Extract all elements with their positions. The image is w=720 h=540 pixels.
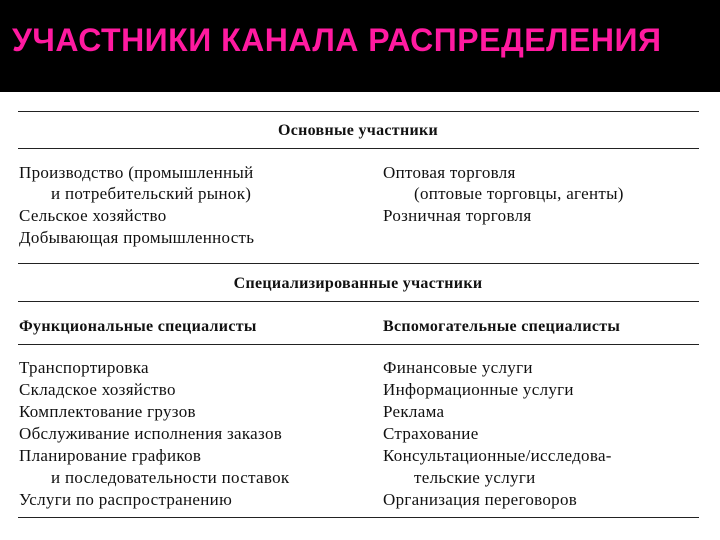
table-bottom-rule xyxy=(18,517,699,518)
basic-left-item: Сельское хозяйство xyxy=(19,206,167,225)
basic-heading: Основные участники xyxy=(277,122,439,139)
specialized-heading: Специализированные участники xyxy=(233,275,483,292)
functional-item: Планирование графиков xyxy=(19,446,202,465)
basic-right-item: (оптовые торговцы, агенты) xyxy=(414,184,624,203)
functional-item: и последовательности поставок xyxy=(51,468,290,487)
basic-left-item: и потребительский рынок) xyxy=(51,184,252,203)
functional-item: Комплектование грузов xyxy=(19,402,196,421)
auxiliary-item: Реклама xyxy=(383,402,445,421)
auxiliary-heading: Вспомогательные специалисты xyxy=(383,318,621,335)
auxiliary-item: Финансовые услуги xyxy=(383,358,533,377)
functional-item: Обслуживание исполнения заказов xyxy=(19,424,283,443)
basic-left-item: Добывающая промышленность xyxy=(19,228,255,247)
functional-item: Транспортировка xyxy=(19,358,149,377)
specialized-heading-rule xyxy=(18,301,699,302)
auxiliary-item: Информационные услуги xyxy=(383,380,574,399)
basic-left-item: Производство (промышленный xyxy=(19,163,254,182)
auxiliary-item: Консультационные/исследова- xyxy=(383,446,612,465)
functional-item: Складское хозяйство xyxy=(19,380,176,399)
column-heading-rule xyxy=(18,344,699,345)
section-rule xyxy=(18,263,699,264)
functional-heading: Функциональные специалисты xyxy=(19,318,257,335)
functional-item: Услуги по распространению xyxy=(19,490,233,509)
basic-heading-rule xyxy=(18,148,699,149)
table-top-rule xyxy=(18,111,699,112)
basic-right-item: Оптовая торговля xyxy=(383,163,516,182)
auxiliary-item: тельские услуги xyxy=(414,468,536,487)
auxiliary-item: Страхование xyxy=(383,424,479,443)
slide-title: УЧАСТНИКИ КАНАЛА РАСПРЕДЕЛЕНИЯ xyxy=(12,22,662,58)
auxiliary-item: Организация переговоров xyxy=(383,490,578,509)
basic-right-item: Розничная торговля xyxy=(383,206,532,225)
